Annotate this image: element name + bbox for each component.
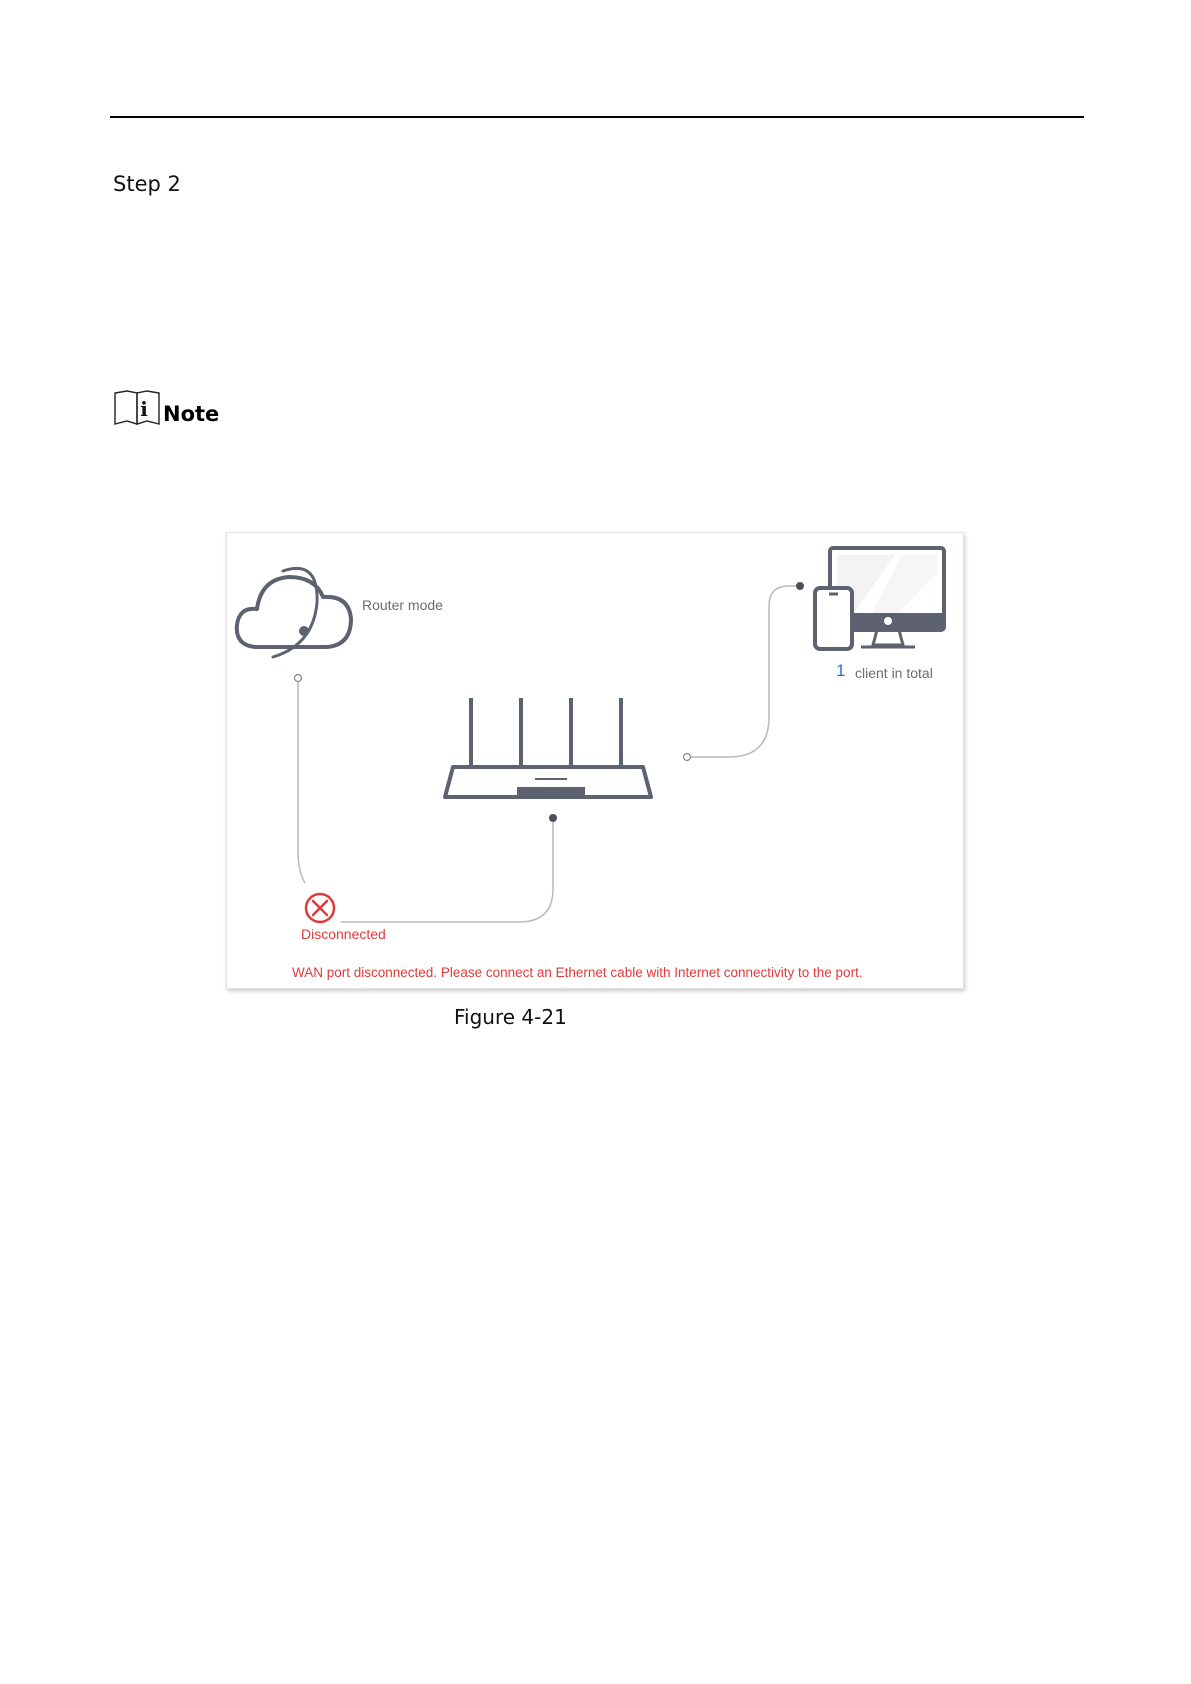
svg-text:i: i [140,397,148,421]
wan-warning-message: WAN port disconnected. Please connect an Ethernet cable with Internet connectivity to the port. [292,965,863,980]
figure-caption: Figure 4-21 [454,1005,567,1029]
header-rule [110,116,1084,118]
client-count[interactable]: 1 [836,661,846,680]
note-label: Note [163,402,220,426]
network-status-figure [226,532,964,989]
client-port-dot [796,582,804,590]
note-block [113,390,219,426]
router-wan-dot [549,814,557,822]
internet-cloud-icon [237,568,351,657]
client-devices-icon [815,548,944,649]
router-mode-label: Router mode [362,597,443,613]
router-lan-dot [684,754,691,761]
internet-port-dot [295,675,302,682]
step-label: Step 2 [113,172,181,196]
status-to-router-line [341,821,553,922]
router-to-client-line [690,586,797,757]
error-x-icon [306,894,334,922]
info-book-icon [113,390,163,426]
client-total-label: client in total [855,665,933,681]
connection-status-label: Disconnected [301,926,386,942]
router-icon [445,698,651,797]
internet-to-status-line [298,678,305,883]
network-diagram [227,533,963,988]
